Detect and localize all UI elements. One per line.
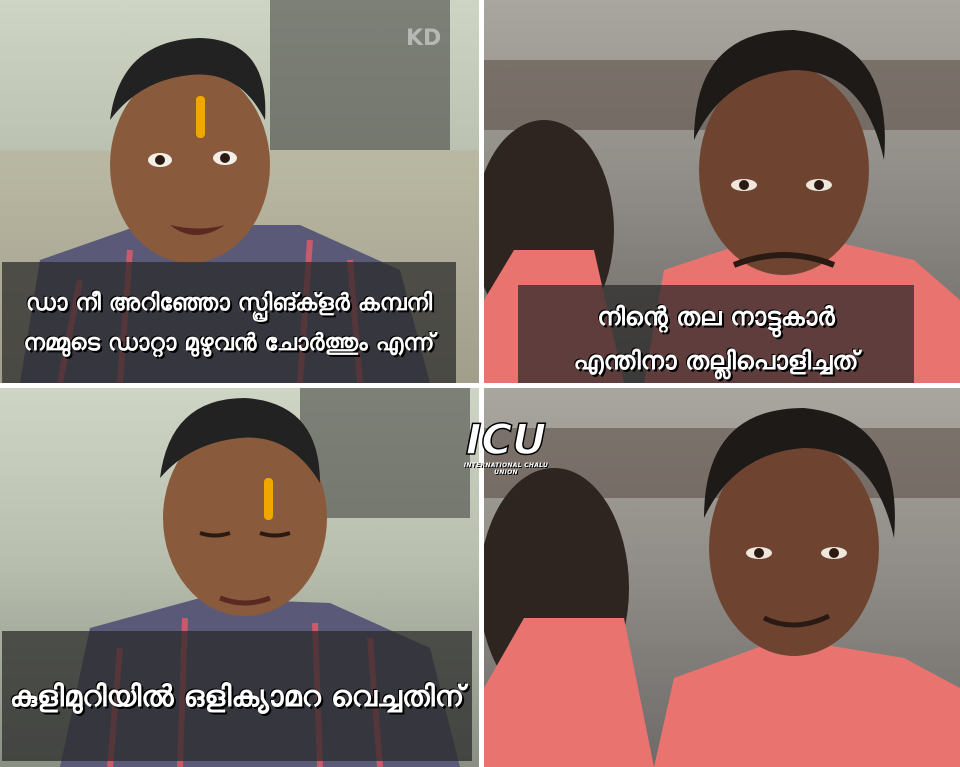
watermark: KD xyxy=(406,26,442,51)
tilak-mark xyxy=(196,96,205,138)
caption-line: കുളിമുറിയിൽ ഒളിക്യാമറ വെച്ചതിന് xyxy=(9,678,465,713)
panel-bottom-left xyxy=(0,388,479,767)
caption-top-right xyxy=(518,285,914,383)
panel-top-right xyxy=(484,0,960,383)
tilak-mark xyxy=(264,478,273,520)
icu-logo-mark-icon xyxy=(456,404,556,464)
panel-top-left xyxy=(0,0,479,383)
caption-line: നിന്റെ തല നാട്ടുകാർ xyxy=(597,301,835,331)
caption-line: ഡാ നീ അറിഞ്ഞോ സ്പ്രിങ്ക്ളർ കമ്പനി xyxy=(26,290,432,316)
icu-logo xyxy=(456,404,556,476)
logo-mark-text: ICU xyxy=(465,415,547,464)
caption-line: നമ്മുടെ ഡാറ്റാ മുഴുവൻ ചോർത്തും എന്ന് xyxy=(23,330,435,356)
logo-subtitle: INTERNATIONAL CHALU UNION xyxy=(463,462,549,476)
caption-top-left xyxy=(2,262,456,383)
caption-line: എന്തിനാ തല്ലിപൊളിച്ചത് xyxy=(573,345,859,375)
caption-bottom-left xyxy=(2,631,472,761)
